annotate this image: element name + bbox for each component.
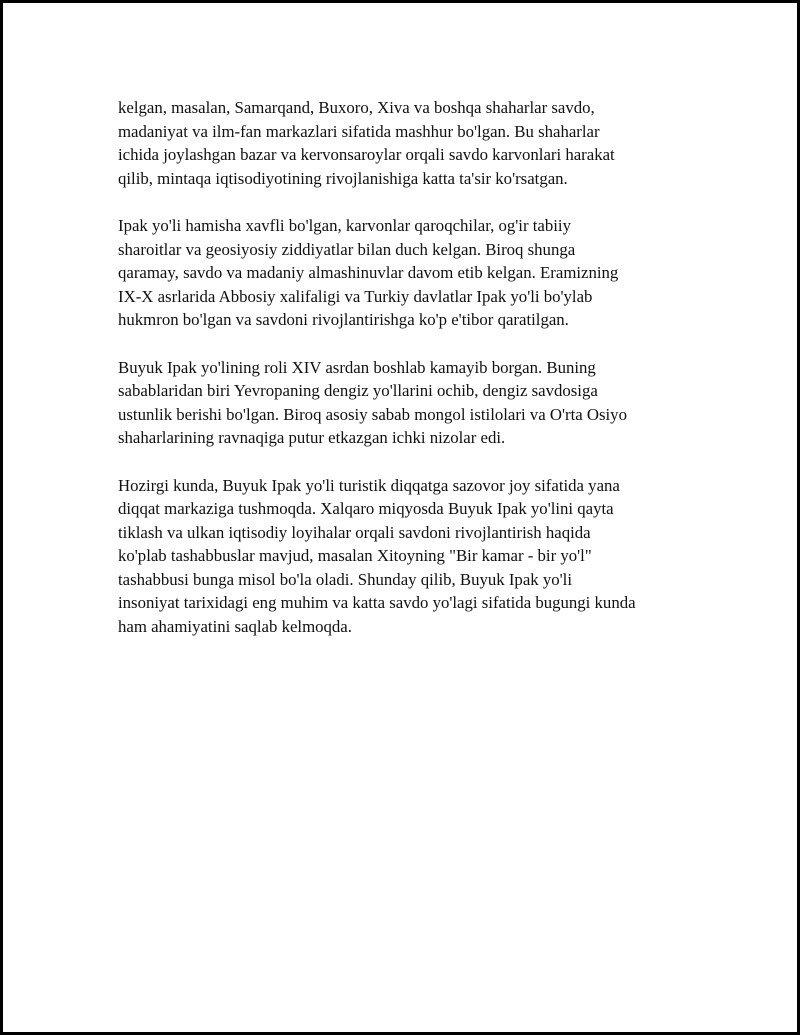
text-line: Hozirgi kunda, Buyuk Ipak yo'li turistik diqqatga sazovor joy sifatida yana: [118, 475, 620, 495]
document-body: [118, 96, 698, 662]
text-line: insoniyat tarixidagi eng muhim va katta savdo yo'lagi sifatida bugungi kunda: [118, 593, 636, 613]
text-line: qilib, mintaqa iqtisodiyotining rivojlanishiga katta ta'sir ko'rsatgan.: [118, 168, 568, 188]
text-line: tiklash va ulkan iqtisodiy loyihalar orqali savdoni rivojlantirish haqida: [118, 522, 591, 542]
text-line: ichida joylashgan bazar va kervonsaroylar orqali savdo karvonlari harakat: [118, 145, 615, 165]
text-line: ustunlik berishi bo'lgan. Biroq asosiy sabab mongol istilolari va O'rta Osiyo: [118, 404, 627, 424]
text-line: Buyuk Ipak yo'lining roli XIV asrdan boshlab kamayib borgan. Buning: [118, 357, 596, 377]
text-line: qaramay, savdo va madaniy almashinuvlar davom etib kelgan. Eramizning: [118, 263, 619, 283]
text-line: Ipak yo'li hamisha xavfli bo'lgan, karvonlar qaroqchilar, og'ir tabiiy: [118, 215, 571, 235]
text-line: sabablaridan biri Yevropaning dengiz yo'llarini ochib, dengiz savdosiga: [118, 381, 598, 401]
paragraph-4: [118, 474, 698, 639]
text-line: ham ahamiyatini saqlab kelmoqda.: [118, 617, 352, 637]
paragraph-2: [118, 214, 698, 332]
text-line: diqqat markaziga tushmoqda. Xalqaro miqyosda Buyuk Ipak yo'lini qayta: [118, 499, 614, 519]
text-line: tashabbusi bunga misol bo'la oladi. Shunday qilib, Buyuk Ipak yo'li: [118, 569, 572, 589]
paragraph-3: [118, 356, 698, 450]
paragraph-1: [118, 96, 698, 190]
text-line: kelgan, masalan, Samarqand, Buxoro, Xiva va boshqa shaharlar savdo,: [118, 98, 595, 117]
text-line: madaniyat va ilm-fan markazlari sifatida mashhur bo'lgan. Bu shaharlar: [118, 121, 600, 141]
text-line: sharoitlar va geosiyosiy ziddiyatlar bilan duch kelgan. Biroq shunga: [118, 239, 576, 259]
text-line: shaharlarining ravnaqiga putur etkazgan ichki nizolar edi.: [118, 428, 506, 448]
text-line: IX-X asrlarida Abbosiy xalifaligi va Turkiy davlatlar Ipak yo'li bo'ylab: [118, 286, 593, 306]
text-line: ko'plab tashabbuslar mavjud, masalan Xitoyning "Bir kamar - bir yo'l": [118, 546, 592, 566]
text-line: hukmron bo'lgan va savdoni rivojlantirishga ko'p e'tibor qaratilgan.: [118, 310, 569, 330]
